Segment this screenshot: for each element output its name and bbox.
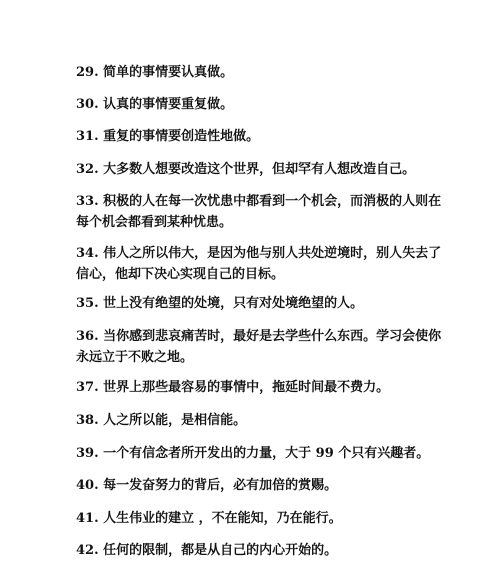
quote-line: 37. 世界上那些最容易的事情中，拖延时间最不费力。 xyxy=(76,380,390,395)
quote-line: 42. 任何的限制，都是从自己的内心开始的。 xyxy=(76,543,338,558)
quote-39 xyxy=(76,443,436,464)
quote-line: 29. 简单的事情要认真做。 xyxy=(76,65,234,80)
quote-35 xyxy=(76,293,436,314)
quote-38 xyxy=(76,410,436,431)
quote-line: 40. 每一发奋努力的背后，必有加倍的赏赐。 xyxy=(76,478,338,493)
quote-32 xyxy=(76,159,436,180)
quote-line: 信心，他却下决心实现自己的目标。 xyxy=(76,267,285,282)
quote-line: 30. 认真的事情要重复做。 xyxy=(76,97,234,112)
quote-line: 38. 人之所以能，是相信能。 xyxy=(76,413,247,428)
quote-41 xyxy=(76,508,436,529)
quote-line: 36. 当你感到悲哀痛苦时，最好是去学些什么东西。学习会使你 xyxy=(76,329,442,344)
quote-33 xyxy=(76,191,442,233)
quote-line: 每个机会都看到某种忧患。 xyxy=(76,215,233,230)
quote-34 xyxy=(76,243,442,285)
quote-40 xyxy=(76,475,436,496)
quote-line: 永远立于不败之地。 xyxy=(76,350,194,365)
quote-line: 35. 世上没有绝望的处境，只有对处境绝望的人。 xyxy=(76,296,364,311)
quote-30 xyxy=(76,94,436,115)
quote-line: 31. 重复的事情要创造性地做。 xyxy=(76,129,260,144)
quote-31 xyxy=(76,126,436,147)
quote-line: 34. 伟人之所以伟大，是因为他与别人共处逆境时，别人失去了 xyxy=(76,246,442,261)
quote-line: 32. 大多数人想要改造这个世界，但却罕有人想改造自己。 xyxy=(76,162,416,177)
quote-line: 39. 一个有信念者所开发出的力量，大于 99 个只有兴趣者。 xyxy=(76,446,430,461)
quote-line: 41. 人生伟业的建立 ，不在能知，乃在能行。 xyxy=(76,511,342,526)
quote-42 xyxy=(76,540,436,561)
quote-36 xyxy=(76,326,442,368)
quote-line: 33. 积极的人在每一次忧患中都看到一个机会，而消极的人则在 xyxy=(76,194,442,209)
quote-37 xyxy=(76,377,436,398)
quote-29 xyxy=(76,62,436,83)
